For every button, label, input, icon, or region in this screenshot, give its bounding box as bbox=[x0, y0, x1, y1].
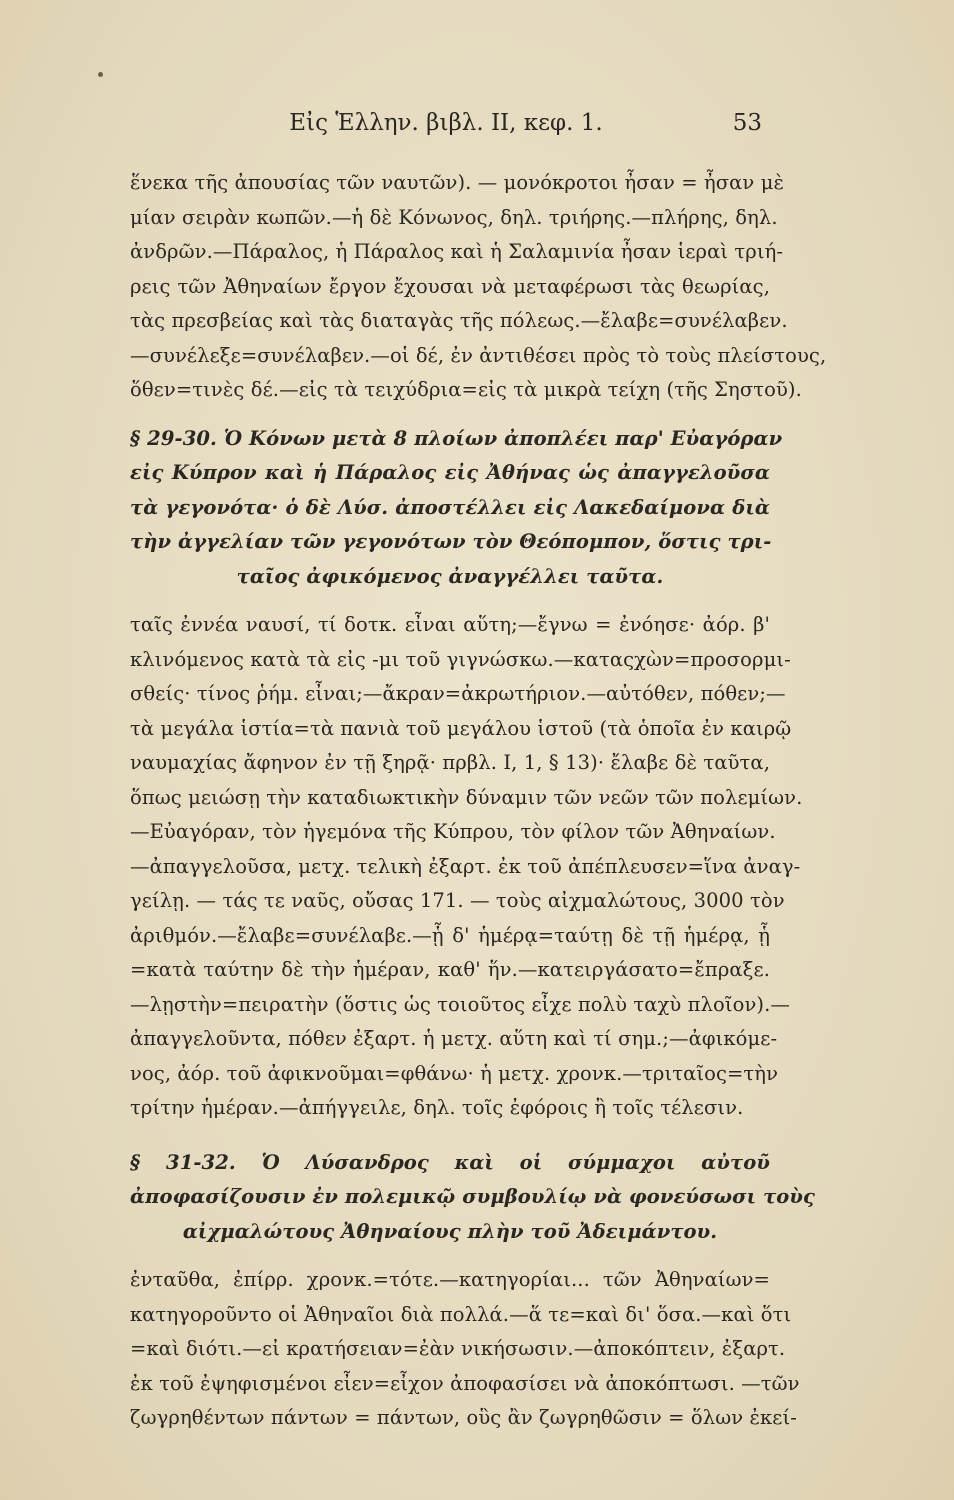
page-number: 53 bbox=[732, 110, 762, 136]
commentary-block-2 bbox=[130, 608, 803, 1126]
text-line: ρεις τῶν Ἀθηναίων ἔργον ἔχουσαι νὰ μεταφέρωσι τὰς θεωρίας, bbox=[130, 274, 770, 298]
text-line: —λῃστὴν=πειρατὴν (ὅστις ὡς τοιοῦτος εἶχε πολὺ ταχὺ πλοῖον).— bbox=[130, 992, 791, 1016]
heading-line: ταῖος ἀφικόμενος ἀναγγέλλει ταῦτα. bbox=[236, 564, 664, 588]
text-line: ἐνταῦθα, ἐπίρρ. χρονκ.=τότε.—κατηγορίαι... τῶν Ἀθηναίων= bbox=[130, 1268, 770, 1291]
heading-line: τὴν ἀγγελίαν τῶν γεγονότων τὸν Θεόπομπον, ὅστις τρι- bbox=[130, 530, 772, 553]
section-heading-31-32 bbox=[130, 1146, 816, 1250]
heading-line: τὰ γεγονότα· ὁ δὲ Λύσ. ἀποστέλλει εἰς Λακεδαίμονα διὰ bbox=[130, 495, 770, 519]
text-line: ὅπως μειώσῃ τὴν καταδιωκτικὴν δύναμιν τῶν νεῶν τῶν πολεμίων. bbox=[130, 785, 803, 809]
heading-line: ἀποφασίζουσιν ἐν πολεμικῷ συμβουλίῳ νὰ φονεύσωσι τοὺς bbox=[130, 1185, 816, 1208]
text-line: ζωγρηθέντων πάντων = πάντων, οὓς ἂν ζωγρηθῶσιν = ὅλων ἐκεί- bbox=[130, 1406, 797, 1429]
text-line: —συνέλεξε=συνέλαβεν.—οἱ δέ, ἐν ἀντιθέσει πρὸς τὸ τοὺς πλείστους, bbox=[130, 343, 827, 367]
text-line: —Εὐαγόραν, τὸν ἡγεμόνα τῆς Κύπρου, τὸν φίλον τῶν Ἀθηναίων. bbox=[130, 820, 776, 843]
running-title: Εἰς Ἑλλην. βιβλ. ΙΙ, κεφ. 1. bbox=[289, 110, 603, 136]
text-line: κατηγοροῦντο οἱ Ἀθηναῖοι διὰ πολλά.—ἅ τε=καὶ δι' ὅσα.—καὶ ὅτι bbox=[130, 1302, 792, 1326]
text-line: ὅθεν=τινὲς δέ.—εἰς τὰ τειχύδρια=εἰς τὰ μικρὰ τείχη (τῆς Σηστοῦ). bbox=[130, 378, 802, 401]
heading-line: § 29-30. Ὁ Κόνων μετὰ 8 πλοίων ἀποπλέει παρ' Εὐαγόραν bbox=[130, 426, 783, 450]
text-line: ἐκ τοῦ ἐψηφισμένοι εἶεν=εἶχον ἀποφασίσει νὰ ἀποκόπτωσι. —τῶν bbox=[130, 1371, 800, 1395]
commentary-block-1 bbox=[130, 166, 827, 408]
text-line: ναυμαχίας ἄφηνον ἐν τῇ ξηρᾷ· πρβλ. Ι, 1, § 13)· ἔλαβε δὲ ταῦτα, bbox=[130, 751, 770, 774]
text-line: σθείς· τίνος ῥήμ. εἶναι;—ἄκραν=ἀκρωτήριον.—αὐτόθεν, πόθεν;— bbox=[130, 682, 786, 705]
ink-dot-mark bbox=[98, 72, 103, 77]
text-line: τρίτην ἡμέραν.—ἀπήγγειλε, δηλ. τοῖς ἐφόροις ἢ τοῖς τέλεσιν. bbox=[130, 1096, 744, 1119]
text-line: τὰς πρεσβείας καὶ τὰς διαταγὰς τῆς πόλεως.—ἔλαβε=συνέλαβεν. bbox=[130, 309, 788, 332]
commentary-block-3 bbox=[130, 1263, 800, 1436]
text-line: νος, ἀόρ. τοῦ ἀφικνοῦμαι=φθάνω· ἡ μετχ. χρονκ.—τριταῖος=τὴν bbox=[130, 1061, 779, 1085]
text-line: ἀνδρῶν.—Πάραλος, ἡ Πάραλος καὶ ἡ Σαλαμινία ἦσαν ἱεραὶ τριή- bbox=[130, 240, 784, 263]
heading-line: εἰς Κύπρον καὶ ἡ Πάραλος εἰς Ἀθήνας ὡς ἀπαγγελοῦσα bbox=[130, 461, 770, 484]
heading-line: αἰχμαλώτους Ἀθηναίους πλὴν τοῦ Ἀδειμάντου. bbox=[182, 1219, 718, 1243]
section-heading-29-30 bbox=[130, 422, 783, 595]
text-line: —ἀπαγγελοῦσα, μετχ. τελικὴ ἐξαρτ. ἐκ τοῦ ἀπέπλευσεν=ἵνα ἀναγ- bbox=[130, 854, 801, 878]
heading-line: § 31-32. Ὁ Λύσανδρος καὶ οἱ σύμμαχοι αὐτοῦ bbox=[130, 1150, 770, 1174]
text-line: ἀπαγγελοῦντα, πόθεν ἐξαρτ. ἡ μετχ. αὕτη καὶ τί σημ.;—ἀφικόμε- bbox=[130, 1027, 778, 1050]
text-line: τὰ μεγάλα ἱστία=τὰ πανιὰ τοῦ μεγάλου ἱστοῦ (τὰ ὁποῖα ἐν καιρῷ bbox=[130, 716, 792, 740]
text-line: ἕνεκα τῆς ἀπουσίας τῶν ναυτῶν). — μονόκροτοι ἦσαν = ἦσαν μὲ bbox=[130, 171, 785, 194]
text-line: γείλῃ. — τάς τε ναῦς, οὔσας 171. — τοὺς αἰχμαλώτους, 3000 τὸν bbox=[130, 889, 785, 912]
text-line: μίαν σειρὰν κωπῶν.—ἡ δὲ Κόνωνος, δηλ. τριήρης.—πλήρης, δηλ. bbox=[130, 205, 778, 229]
text-line: ταῖς ἐννέα ναυσί, τί δοτκ. εἶναι αὕτη;—ἔγνω = ἐνόησε· ἀόρ. β' bbox=[130, 613, 770, 636]
text-line: =καὶ διότι.—εἰ κρατήσειαν=ἐὰν νικήσωσιν.—ἀποκόπτειν, ἐξαρτ. bbox=[130, 1337, 786, 1360]
text-line: ἀριθμόν.—ἔλαβε=συνέλαβε.—ᾗ δ' ἡμέρᾳ=ταύτῃ δὲ τῇ ἡμέρᾳ, ᾗ bbox=[130, 923, 770, 947]
page-header bbox=[130, 110, 762, 142]
text-line: =κατὰ ταύτην δὲ τὴν ἡμέραν, καθ' ἥν.—κατειργάσατο=ἔπραξε. bbox=[130, 958, 770, 981]
page-body bbox=[130, 166, 827, 1436]
text-line: κλινόμενος κατὰ τὰ εἰς -μι τοῦ γιγνώσκω.—καταςχὼν=προσορμι- bbox=[130, 647, 791, 671]
